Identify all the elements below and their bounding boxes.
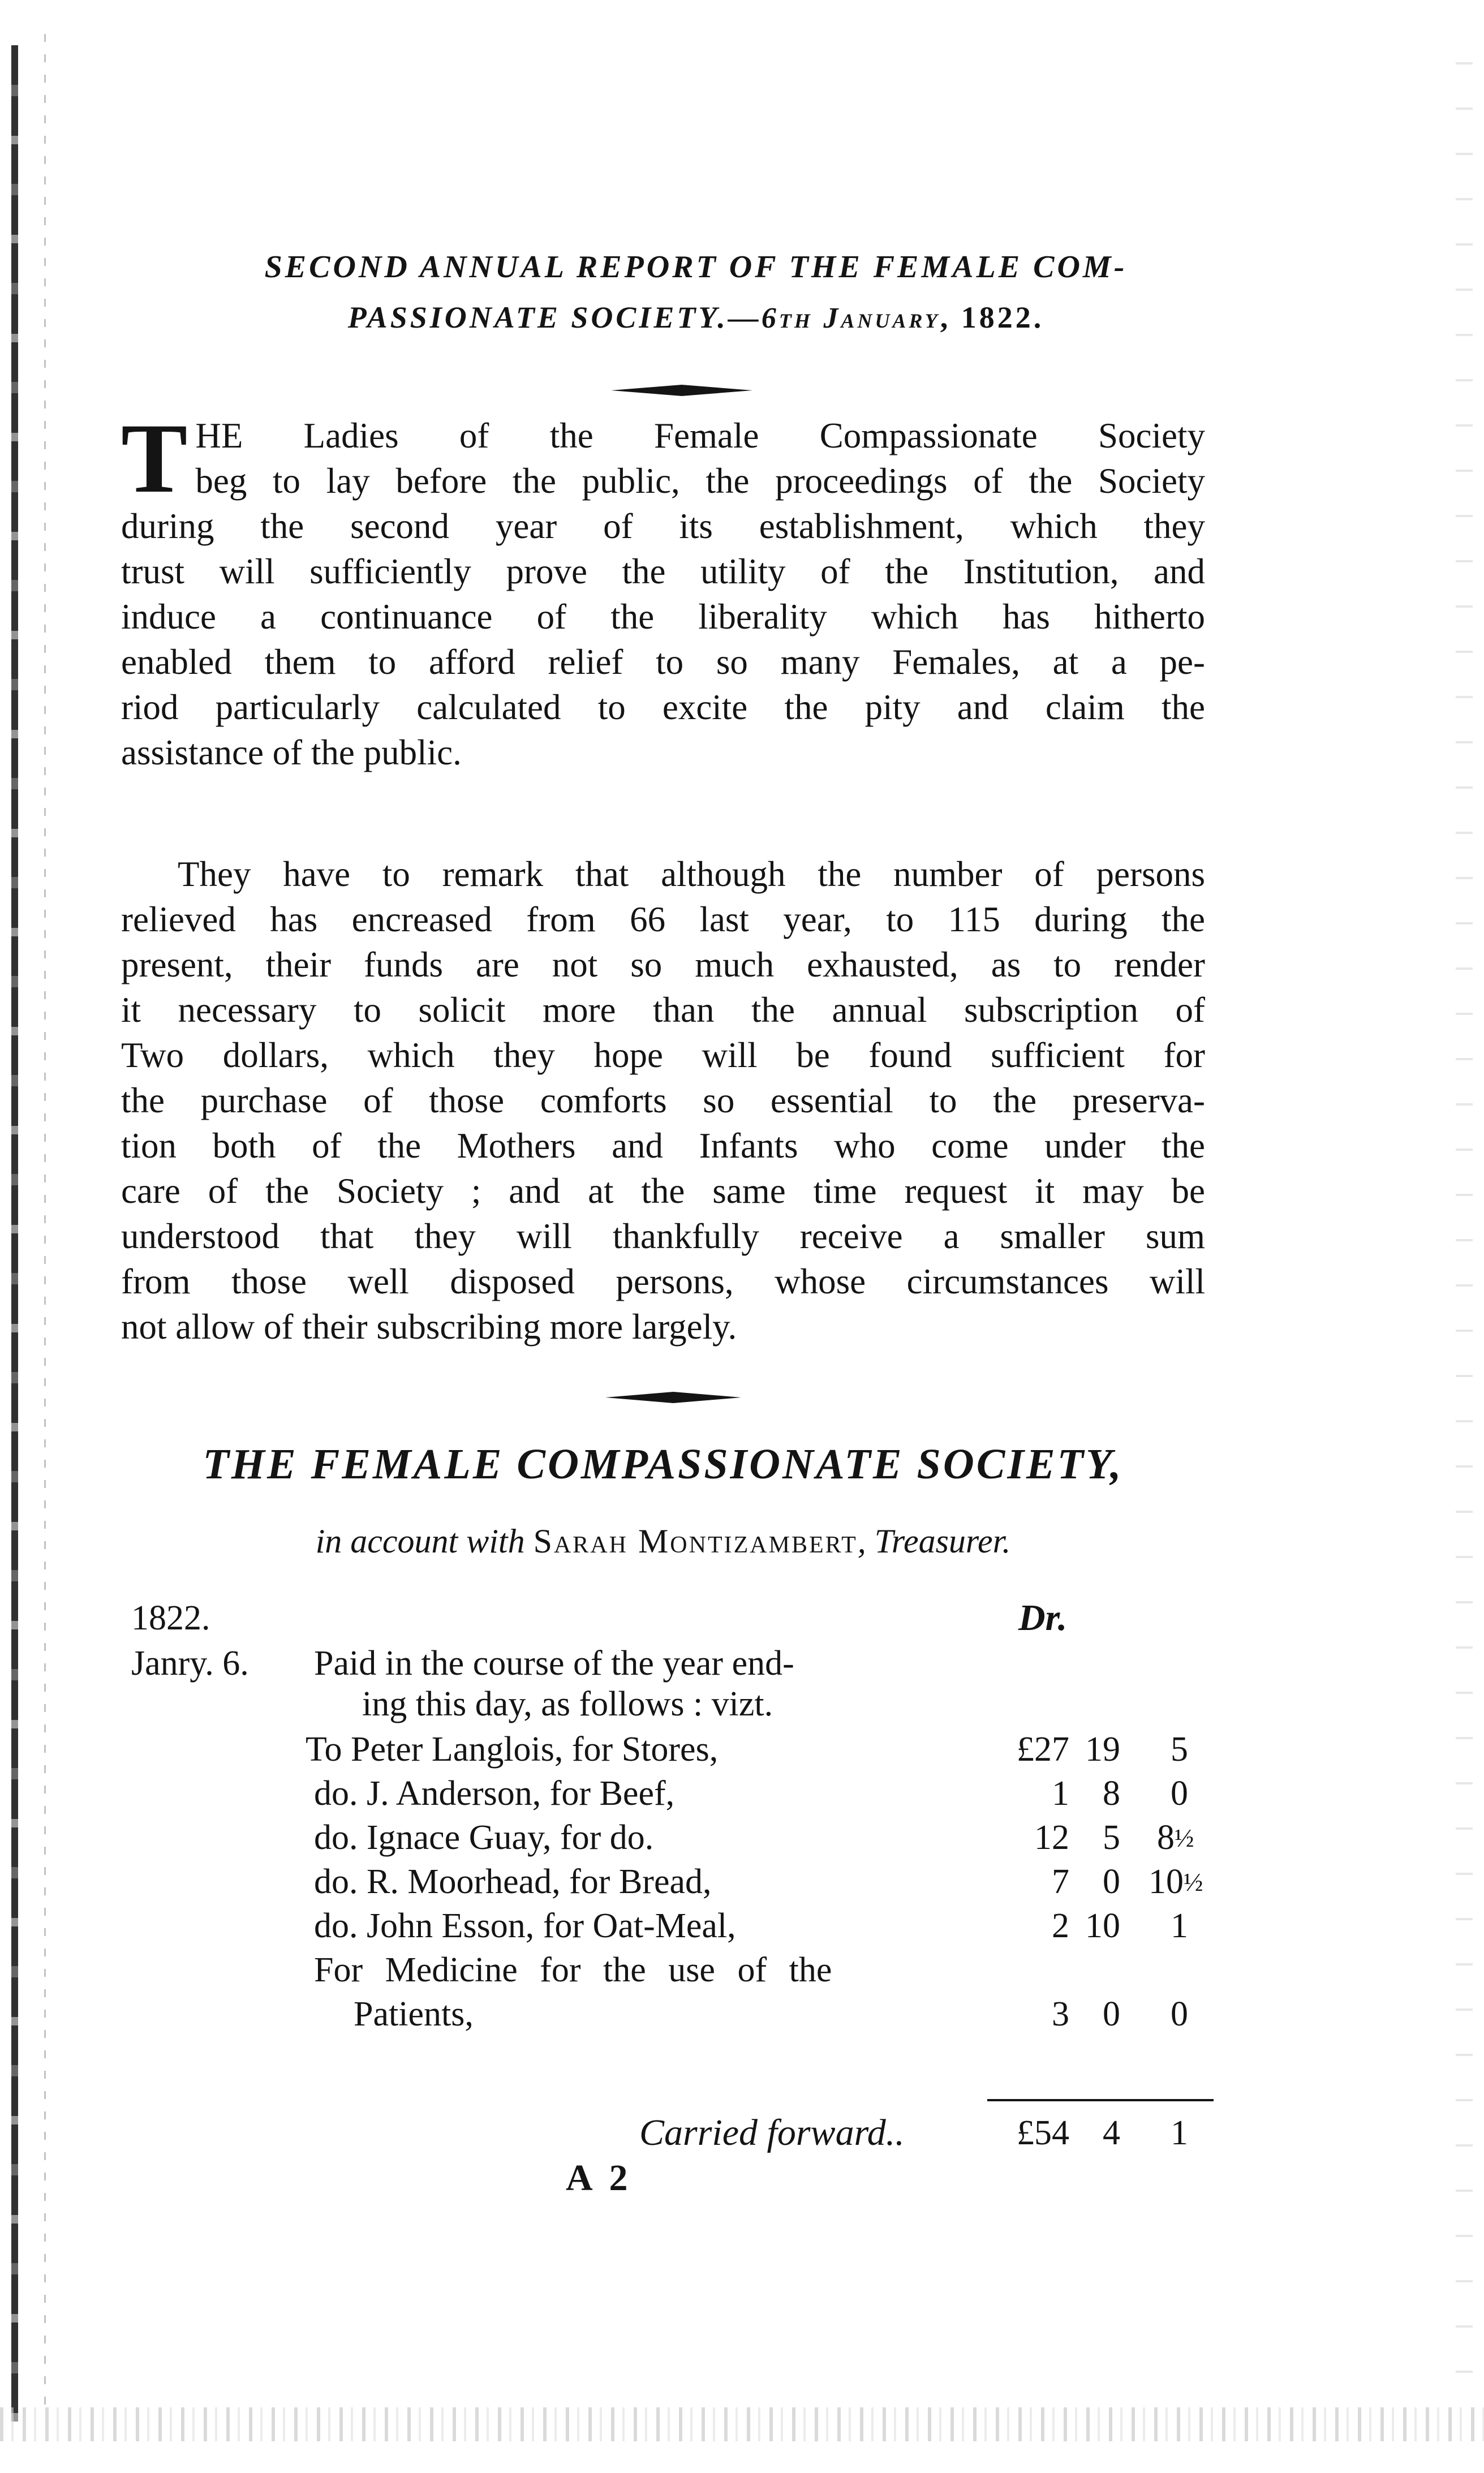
carried-forward-pounds: £54 <box>1017 2114 1069 2152</box>
paragraph-line: care of the Society ; and at the same time request it may be <box>121 1171 1205 1211</box>
paragraph-line: not allow of their subscribing more largely. <box>121 1307 737 1347</box>
entry-pence-fraction: ½ <box>1184 1868 1203 1896</box>
entry-pence: 1 <box>1171 1907 1188 1945</box>
paragraph-line: They have to remark that although the number of persons <box>178 854 1205 894</box>
entry-pence <box>1157 1815 1194 1861</box>
paragraph-line: Two dollars, which they hope will be found sufficient for <box>121 1035 1205 1075</box>
medicine-description-line1: For Medicine for the use of the <box>314 1951 832 1989</box>
account-subtitle-prefix: in account with <box>315 1522 534 1560</box>
paragraph-line: assistance of the public. <box>121 733 462 772</box>
entry-description: do. J. Anderson, for Beef, <box>314 1774 675 1813</box>
entry-pence-whole: 10 <box>1149 1863 1184 1901</box>
carried-forward-label: Carried forward.. <box>639 2112 905 2153</box>
title-date-dash: — <box>728 300 762 334</box>
paragraph-line: enabled them to afford relief to so many Females, at a pe- <box>121 642 1205 682</box>
paragraph-line: HE Ladies of the Female Compassionate Society <box>195 416 1205 455</box>
paragraph-line: present, their funds are not so much exhausted, as to render <box>121 945 1205 984</box>
paragraph-line: trust will sufficiently prove the utility of the Institution, and <box>121 552 1205 591</box>
medicine-pence: 0 <box>1171 1995 1188 2033</box>
drop-cap: T <box>121 403 188 514</box>
title-date-day: 6th <box>761 302 813 334</box>
paragraph-line: it necessary to solicit more than the annual subscription of <box>121 990 1205 1030</box>
carried-forward-shillings: 4 <box>1103 2114 1120 2152</box>
entry-pounds: £27 <box>1017 1730 1069 1769</box>
entry-shillings: 8 <box>1103 1774 1120 1813</box>
medicine-pounds: 3 <box>1052 1995 1069 2033</box>
entry-pounds: 1 <box>1052 1774 1069 1813</box>
entry-shillings: 19 <box>1085 1730 1120 1769</box>
signature-mark: A 2 <box>566 2157 633 2199</box>
entry-pence-fraction: ½ <box>1175 1823 1194 1852</box>
paragraph-line: relieved has encreased from 66 last year, to 115 during the <box>121 900 1205 939</box>
title-line2-text: PASSIONATE SOCIETY. <box>347 300 728 334</box>
paragraph-line: riod particularly calculated to excite the pity and claim the <box>121 687 1205 727</box>
paragraph-line: during the second year of its establishment, which they <box>121 506 1205 546</box>
ledger-intro-line1: Paid in the course of the year end- <box>314 1644 794 1683</box>
entry-pence-whole: 8 <box>1157 1818 1175 1857</box>
treasurer-name: Sarah Montizambert <box>533 1522 858 1560</box>
paragraph-line: understood that they will thankfully receive a smaller sum <box>121 1216 1205 1256</box>
entry-description: do. Ignace Guay, for do. <box>314 1818 654 1857</box>
entry-description: To Peter Langlois, for Stores, <box>306 1730 719 1769</box>
paragraph-line: beg to lay before the public, the proceedings of the Society <box>195 461 1205 501</box>
entry-pounds: 2 <box>1052 1907 1069 1945</box>
entry-shillings: 5 <box>1103 1818 1120 1857</box>
paragraph-line: the purchase of those comforts so essential to the preserva- <box>121 1081 1205 1120</box>
entry-pence: 0 <box>1171 1774 1188 1813</box>
entry-shillings: 10 <box>1085 1907 1120 1945</box>
paragraph-line: from those well disposed persons, whose circumstances will <box>121 1262 1205 1301</box>
entry-shillings: 0 <box>1103 1863 1120 1901</box>
title-date-year: , 1822. <box>940 300 1044 334</box>
entry-description: do. John Esson, for Oat-Meal, <box>314 1907 736 1945</box>
account-title: THE FEMALE COMPASSIONATE SOCIETY, <box>203 1440 1124 1488</box>
total-rule <box>987 2099 1214 2101</box>
title-date-month: January <box>823 302 940 334</box>
medicine-description-line2: Patients, <box>354 1995 474 2033</box>
entry-description: do. R. Moorhead, for Bread, <box>314 1863 712 1901</box>
carried-forward-pence: 1 <box>1171 2114 1188 2152</box>
entry-pounds: 7 <box>1052 1863 1069 1901</box>
entry-pence <box>1149 1859 1203 1905</box>
ledger-debit-label: Dr. <box>1018 1597 1068 1638</box>
title-line1-text: SECOND ANNUAL REPORT OF THE FEMALE COM- <box>264 250 1128 285</box>
paragraph-line: tion both of the Mothers and Infants who come under the <box>121 1126 1205 1165</box>
paragraph-line: induce a continuance of the liberality which has hitherto <box>121 597 1205 636</box>
ledger-year: 1822. <box>131 1599 210 1637</box>
entry-pence: 5 <box>1171 1730 1188 1769</box>
account-subtitle-suffix: , Treasurer. <box>857 1522 1011 1560</box>
ledger-date: Janry. 6. <box>131 1644 249 1683</box>
entry-pounds: 12 <box>1034 1818 1069 1857</box>
ledger-intro-line2: ing this day, as follows : vizt. <box>362 1685 773 1723</box>
medicine-shillings: 0 <box>1103 1995 1120 2033</box>
